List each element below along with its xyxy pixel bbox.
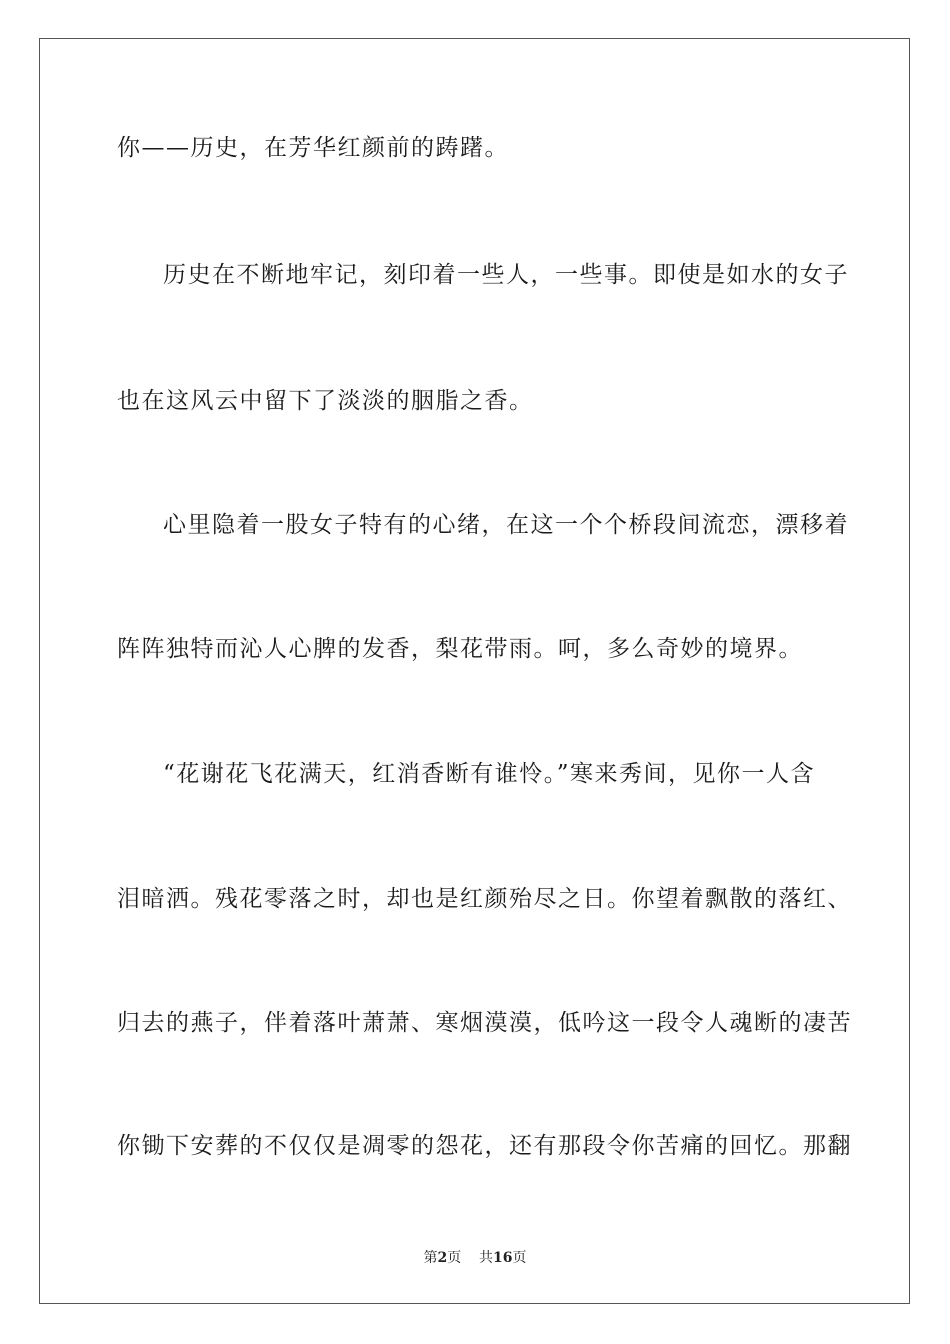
text-line-9: 你锄下安葬的不仅仅是凋零的怨花，还有那段令你苦痛的回忆。那翻 [117, 1133, 852, 1159]
total-pages: 16 [493, 1250, 513, 1266]
page-footer [0, 1248, 950, 1268]
page-number: 2 [437, 1250, 448, 1266]
page-label-prefix: 第 [423, 1250, 438, 1266]
text-line-2: 历史在不断地牢记，刻印着一些人，一些事。即使是如水的女子 [163, 262, 849, 288]
text-line-8: 归去的燕子，伴着落叶萧萧、寒烟漠漠，低吟这一段令人魂断的凄苦 [117, 1010, 852, 1036]
text-line-4: 心里隐着一股女子特有的心绪，在这一个个桥段间流恋，漂移着 [163, 512, 849, 538]
text-line-6: “花谢花飞花满天，红消香断有谁怜。”寒来秀间，见你一人含 [163, 761, 816, 787]
total-label-suffix: 页 [512, 1250, 527, 1266]
text-line-5: 阵阵独特而沁人心脾的发香，梨花带雨。呵，多么奇妙的境界。 [117, 636, 803, 662]
text-line-1: 你——历史，在芳华红颜前的踌躇。 [117, 135, 509, 161]
text-line-7: 泪暗洒。残花零落之时，却也是红颜殆尽之日。你望着飘散的落红、 [117, 886, 852, 912]
page-label-suffix: 页 [447, 1250, 462, 1266]
page-border [39, 38, 910, 1304]
total-label-prefix: 共 [479, 1250, 494, 1266]
text-line-3: 也在这风云中留下了淡淡的胭脂之香。 [117, 388, 534, 414]
